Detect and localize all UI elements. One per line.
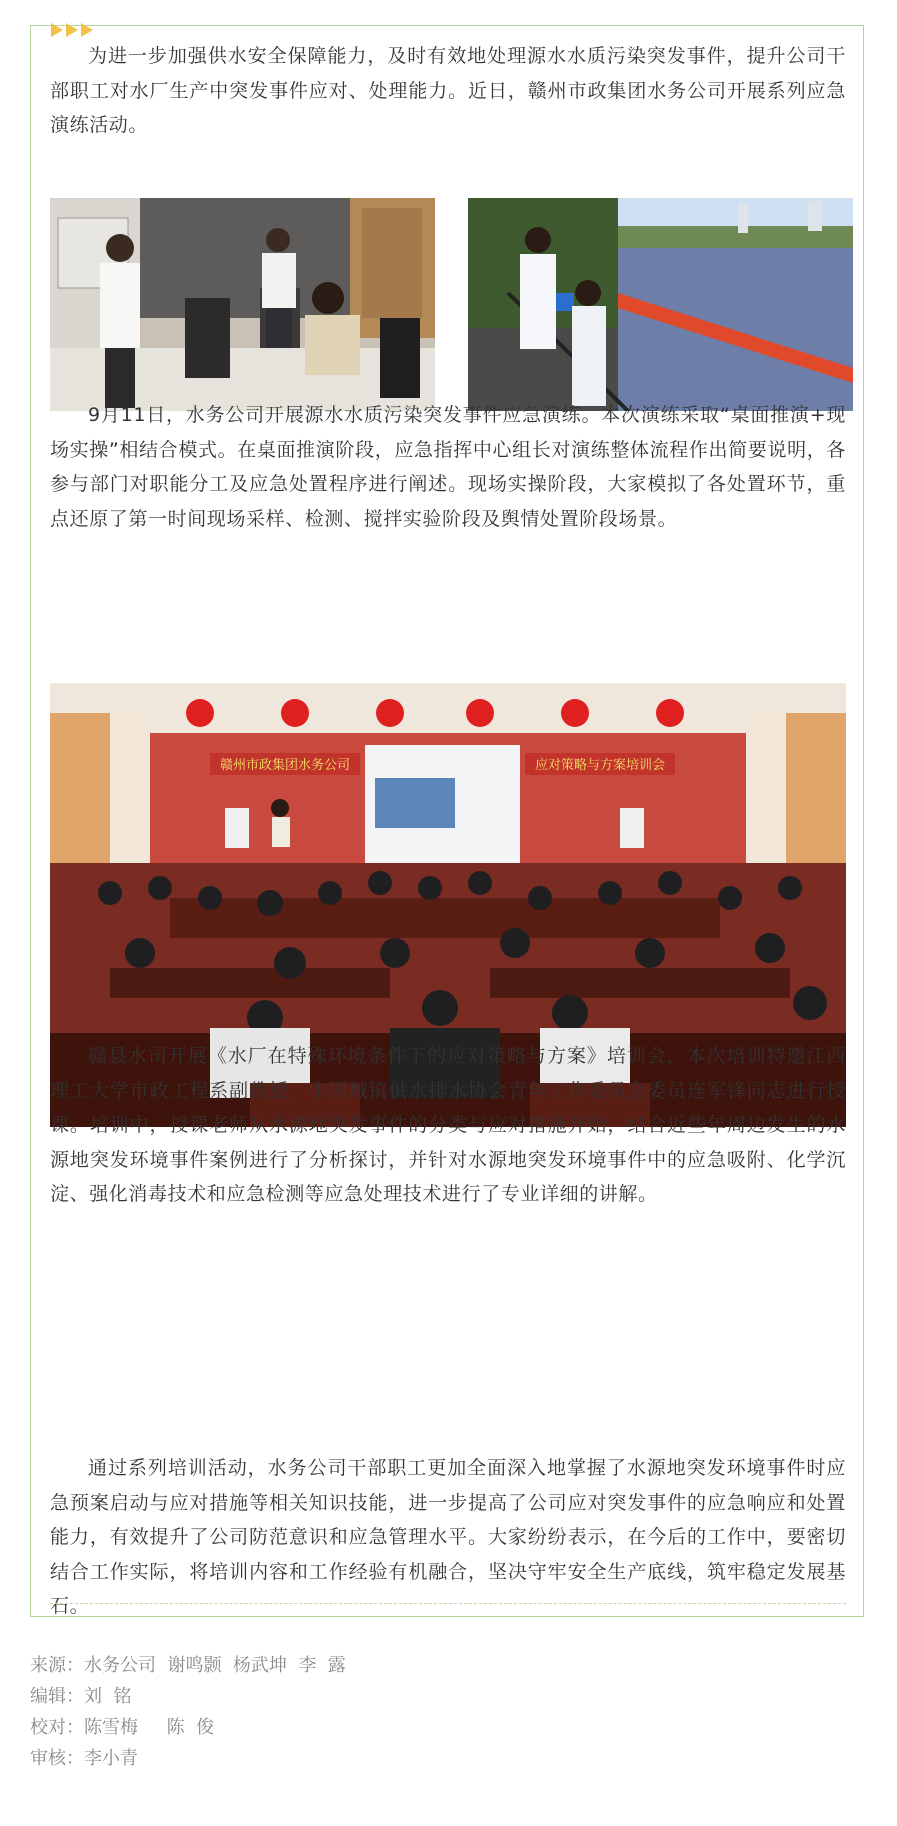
triangle-icon: [66, 23, 78, 37]
river-sampling-photo: [468, 198, 853, 411]
article-paragraph-4: 通过系列培训活动，水务公司干部职工更加全面深入地掌握了水源地突发环境事件时应急预案启动与应对措施等相关知识技能，进一步提高了公司应对突发事件的应急响应和处置能力，有效提升了公司防范意识和应急管理水平。大家纷纷表示，在今后的工作中，要密切结合工作实际，将培训内容和工作经验有机融合，坚决守牢安全生产底线，筑牢稳定发展基石。: [50, 1457, 846, 1617]
article-paragraph-3: 赣县水司开展《水厂在特殊环境条件下的应对策略与方案》培训会，本次培训特邀江西理工大学市政工程系副教授、中国城镇供水排水协会青年工作委员会委员连军锋同志进行授课。培训中，授课老师从水源地突发事件的分类与应对措施开始，结合近些年周边发生的水源地突发环境事件案例进行了分析探讨，并针对水源地突发环境事件中的应急吸附、化学沉淀、强化消毒技术和应急检测等应急处理技术进行了专业详细的讲解。: [50, 1045, 846, 1205]
triangle-icon: [81, 23, 93, 37]
triangle-icon: [51, 23, 63, 37]
credits-reviewer: 审核：李小青: [30, 1748, 138, 1769]
decorative-triangles: [51, 23, 93, 37]
credits-proofreader: 校对：陈雪梅 陈 俊: [30, 1717, 215, 1738]
credits-block: [30, 1650, 346, 1774]
article-paragraph-1: 为进一步加强供水安全保障能力，及时有效地处理源水水质污染突发事件，提升公司干部职工对水厂生产中突发事件应对、处理能力。近日，赣州市政集团水务公司开展系列应急演练活动。: [50, 45, 846, 136]
lab-office-photo: [50, 198, 435, 411]
dashed-divider: [50, 1603, 846, 1604]
credits-editor: 编辑：刘 铭: [30, 1686, 132, 1707]
banner-right-text: 应对策略与方案培训会: [534, 758, 666, 773]
credits-source: 来源：水务公司 谢鸣颢 杨武坤 李 露: [30, 1655, 346, 1676]
article-card: [30, 25, 864, 1617]
banner-left-text: 赣州市政集团水务公司: [219, 758, 351, 773]
article-paragraph-2: 9月11日，水务公司开展源水水质污染突发事件应急演练。本次演练采取“桌面推演+现场实操”相结合模式。在桌面推演阶段，应急指挥中心组长对演练整体流程作出简要说明，各参与部门对职能分工及应急处置程序进行阐述。现场实操阶段，大家模拟了各处置环节，重点还原了第一时间现场采样、检测、搅拌实验阶段及舆情处置阶段场景。: [50, 404, 846, 530]
